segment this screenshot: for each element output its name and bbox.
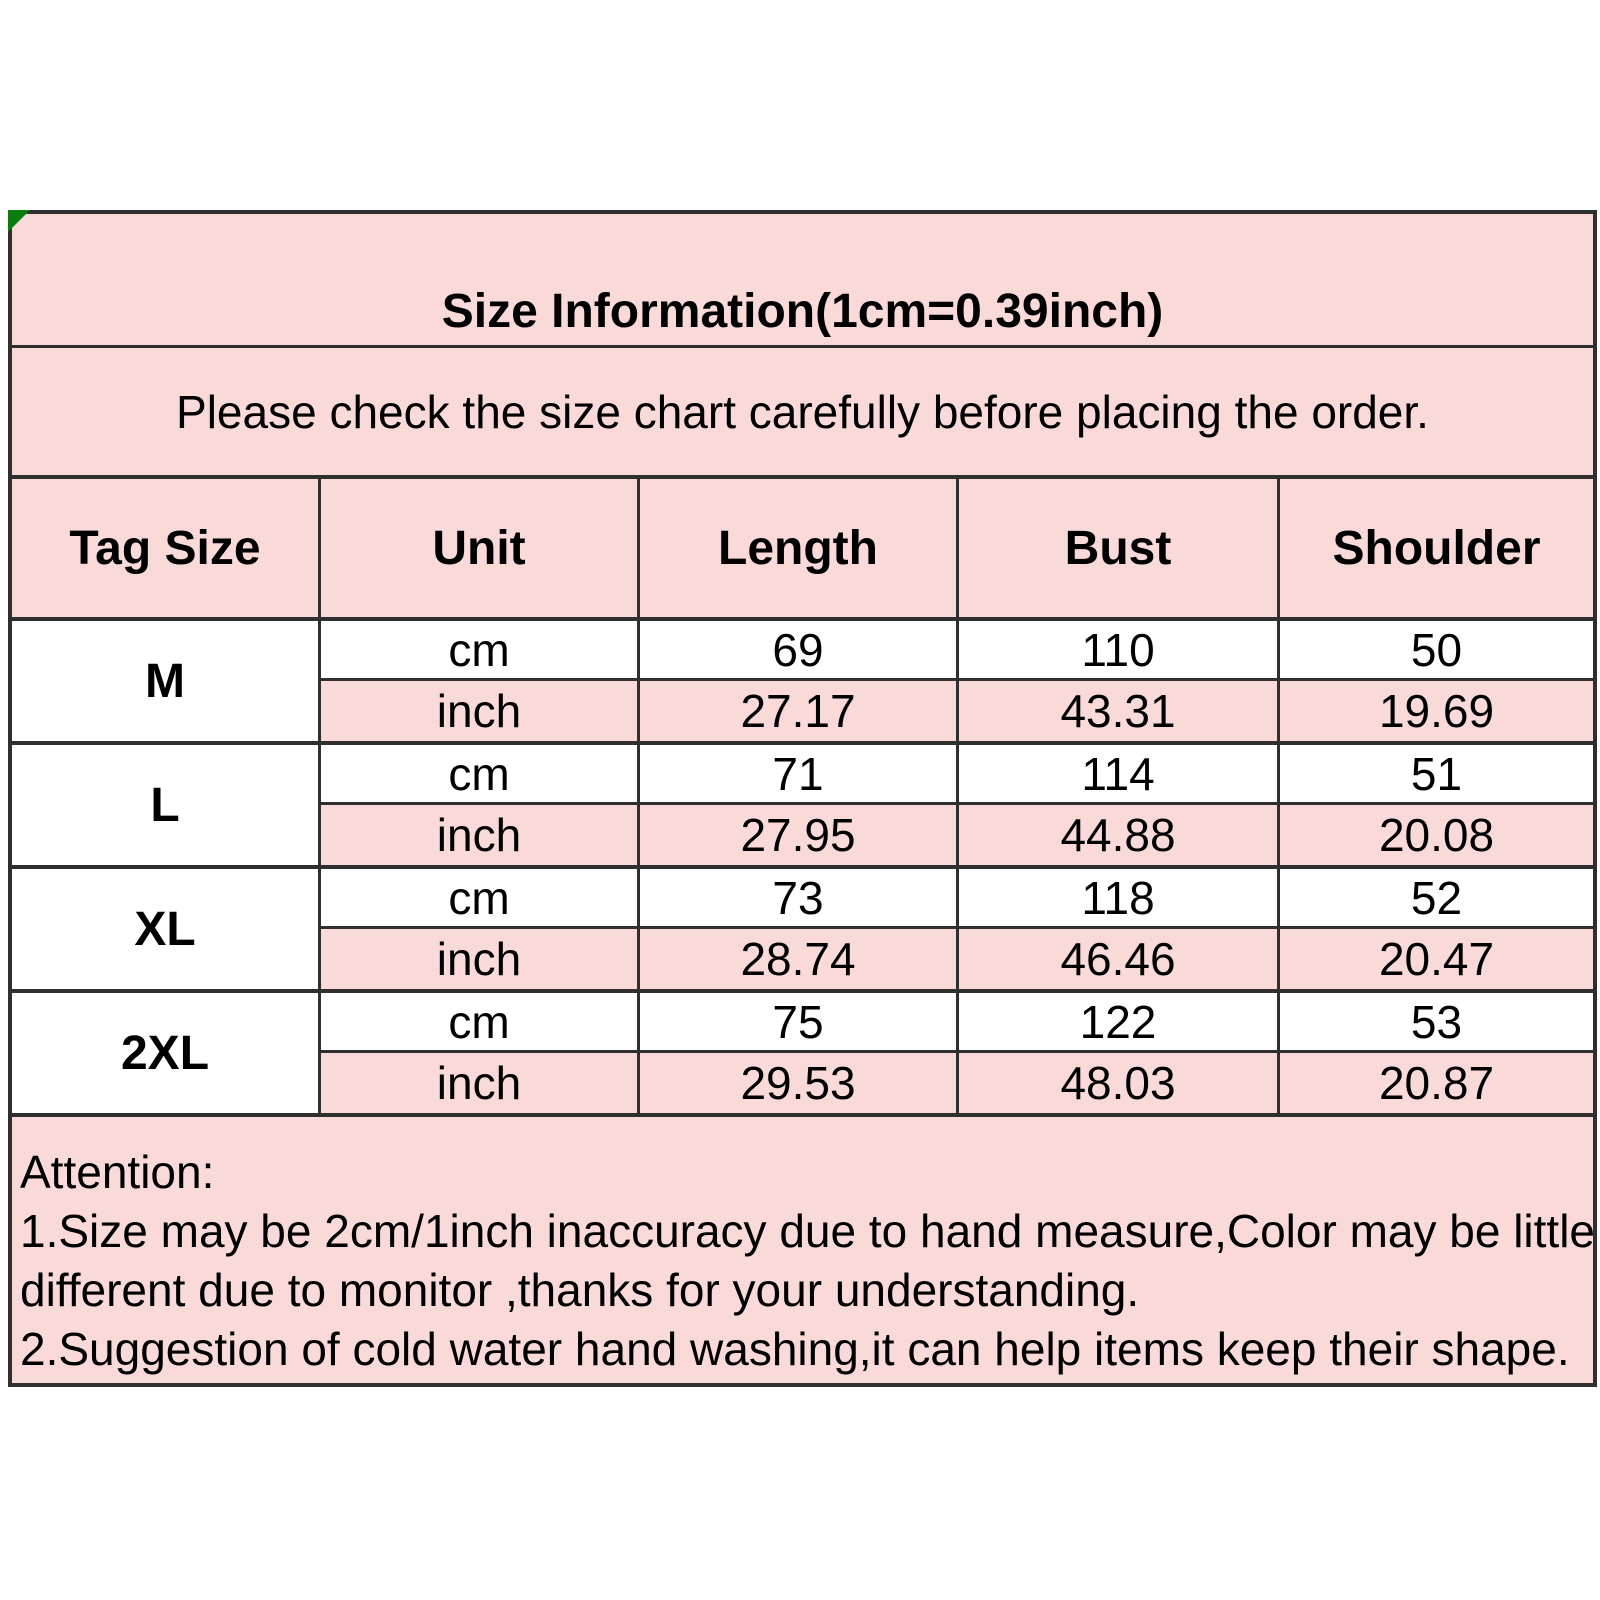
table-row-group-l — [12, 745, 1593, 869]
tag-size-label: M — [12, 621, 321, 741]
attention-note — [12, 1117, 1596, 1383]
subtitle-row — [12, 348, 1593, 479]
value-cell: 122 — [959, 993, 1280, 1053]
value-cell: 20.87 — [1280, 1053, 1593, 1113]
tag-size-label: XL — [12, 869, 321, 989]
value-cell: 110 — [959, 621, 1280, 681]
table-row-group-m — [12, 621, 1593, 745]
value-cell: 53 — [1280, 993, 1593, 1053]
value-cell: 20.08 — [1280, 805, 1593, 865]
table-row-group-xl — [12, 869, 1593, 993]
value-cell: 43.31 — [959, 681, 1280, 741]
value-cell: 50 — [1280, 621, 1593, 681]
value-cell: 52 — [1280, 869, 1593, 929]
chart-subtitle: Please check the size chart carefully before placing the order. — [176, 385, 1429, 438]
value-cell: 27.95 — [640, 805, 959, 865]
unit-label: inch — [321, 805, 640, 865]
unit-label: inch — [321, 929, 640, 989]
value-cell: 71 — [640, 745, 959, 805]
attention-line-2: different due to monitor ,thanks for your understanding. — [20, 1264, 1140, 1316]
unit-label: inch — [321, 681, 640, 741]
size-chart-table — [8, 210, 1597, 1387]
value-cell: 28.74 — [640, 929, 959, 989]
attention-line-1: 1.Size may be 2cm/1inch inaccuracy due to hand measure,Color may be little — [20, 1205, 1596, 1257]
value-cell: 29.53 — [640, 1053, 959, 1113]
chart-title: Size Information(1cm=0.39inch) — [441, 285, 1164, 338]
unit-label: inch — [321, 1053, 640, 1113]
value-cell: 73 — [640, 869, 959, 929]
spreadsheet-corner-marker-icon — [8, 210, 30, 232]
header-length: Length — [640, 479, 959, 617]
value-cell: 27.17 — [640, 681, 959, 741]
table-header-row — [12, 479, 1593, 621]
header-shoulder: Shoulder — [1332, 521, 1541, 575]
header-tag-size: Tag Size — [12, 479, 321, 617]
table-row-group-2xl — [12, 993, 1593, 1117]
attention-line-3: 2.Suggestion of cold water hand washing,it can help items keep their shape. — [20, 1323, 1570, 1375]
value-cell: 44.88 — [959, 805, 1280, 865]
value-cell: 118 — [959, 869, 1280, 929]
unit-label: cm — [321, 993, 640, 1053]
value-cell: 75 — [640, 993, 959, 1053]
title-row — [12, 214, 1593, 348]
value-cell: 20.47 — [1280, 929, 1593, 989]
value-cell: 19.69 — [1280, 681, 1593, 741]
value-cell: 48.03 — [959, 1053, 1280, 1113]
unit-label: cm — [321, 869, 640, 929]
header-bust: Bust — [959, 479, 1280, 617]
tag-size-label: L — [12, 745, 321, 865]
tag-size-label: 2XL — [12, 993, 321, 1113]
value-cell: 51 — [1280, 745, 1593, 805]
unit-label: cm — [321, 745, 640, 805]
value-cell: 46.46 — [959, 929, 1280, 989]
header-unit: Unit — [321, 479, 640, 617]
unit-label: cm — [321, 621, 640, 681]
value-cell: 69 — [640, 621, 959, 681]
value-cell: 114 — [959, 745, 1280, 805]
attention-heading: Attention: — [20, 1146, 215, 1198]
